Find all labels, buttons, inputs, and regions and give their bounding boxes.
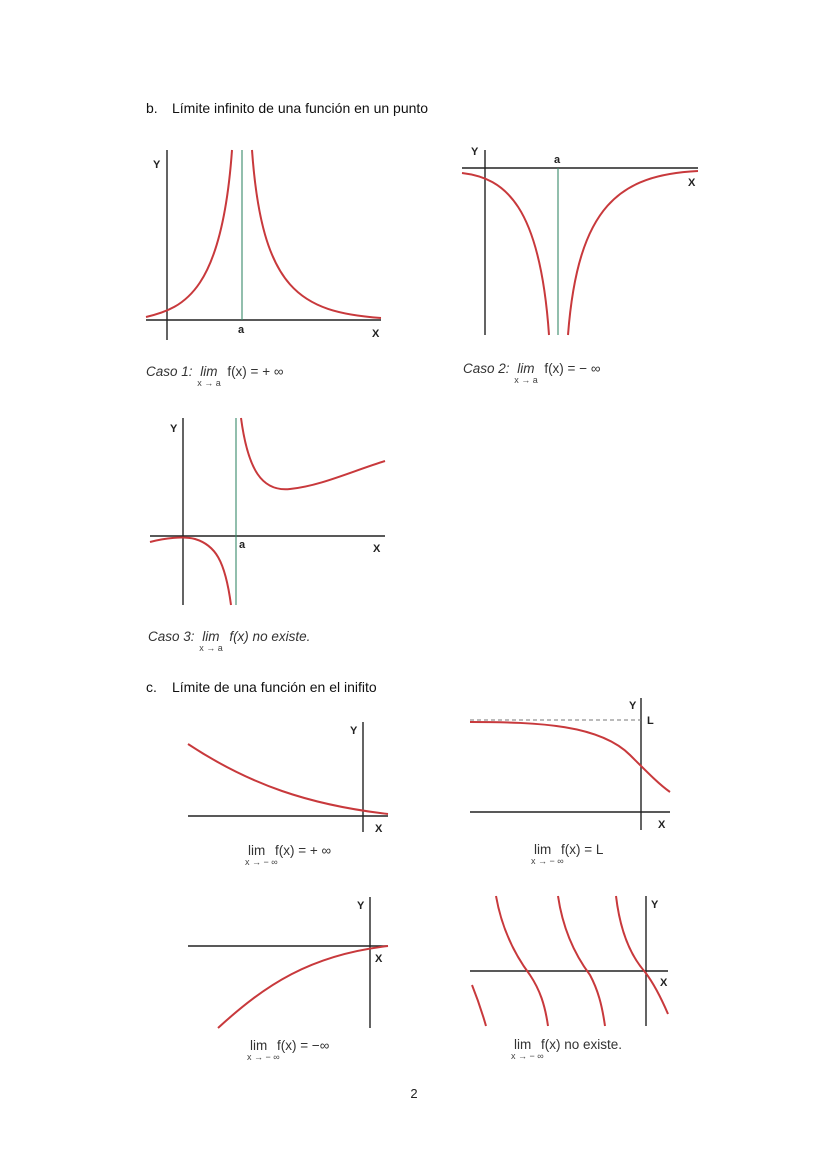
caso-3-prefix: Caso 3: [148, 629, 195, 644]
caso-3-sub: x → a [199, 643, 223, 653]
graph-7 [470, 896, 668, 1026]
graph-1-x-label: X [372, 328, 380, 340]
graph-7-x-label: X [660, 977, 668, 989]
graph-5-L-label: L [647, 715, 654, 727]
graph-4-curve [188, 744, 388, 814]
graph-4-x-label: X [375, 823, 383, 835]
section-c-heading [146, 679, 377, 695]
caption-c2 [530, 842, 604, 866]
caption-caso-1 [146, 364, 284, 388]
graph-3-y-label: Y [170, 423, 178, 435]
graph-5-curve [470, 722, 670, 792]
graph-3-curve-left [150, 538, 231, 605]
caso-2-lim: lim [517, 361, 535, 376]
graph-2-y-label: Y [471, 146, 479, 158]
section-c-title: Límite de una función en el inifito [172, 679, 377, 695]
caso-3-expr: f(x) no existe. [229, 629, 311, 644]
graph-1-a-label: a [238, 324, 245, 336]
graph-4 [188, 722, 388, 835]
graph-6-curve [218, 946, 388, 1028]
graph-7-branch-3 [558, 896, 605, 1026]
caso-1-sub: x → a [197, 378, 221, 388]
graph-7-branch-1 [472, 985, 486, 1026]
graph-5-x-label: X [658, 819, 666, 831]
graph-7-y-label: Y [651, 899, 659, 911]
graph-2-curve-left [462, 173, 549, 335]
c3-expr: f(x) = −∞ [277, 1038, 330, 1053]
caso-3-lim: lim [202, 629, 220, 644]
c4-lim: lim [514, 1037, 532, 1052]
c3-lim: lim [250, 1038, 268, 1053]
graph-1-curve-right [252, 150, 381, 318]
section-c-marker: c. [146, 679, 157, 695]
graph-1-curve-left [146, 150, 232, 317]
c1-expr: f(x) = + ∞ [275, 843, 332, 858]
graph-2-a-label: a [554, 154, 561, 166]
caso-2-prefix: Caso 2: [463, 361, 510, 376]
c4-sub: x → − ∞ [511, 1051, 544, 1061]
caption-c3 [246, 1038, 330, 1062]
graph-6-y-label: Y [357, 900, 365, 912]
graph-3-curve-right [241, 418, 385, 489]
c2-expr: f(x) = L [561, 842, 604, 857]
caption-caso-2 [463, 361, 601, 385]
graph-4-y-label: Y [350, 725, 358, 737]
graph-6-x-label: X [375, 953, 383, 965]
caso-2-expr: f(x) = − ∞ [544, 361, 601, 376]
section-b-title: Límite infinito de una función en un punto [172, 100, 429, 116]
caso-2-sub: x → a [514, 375, 538, 385]
caption-caso-3 [148, 629, 311, 653]
c2-lim: lim [534, 842, 552, 857]
c1-sub: x → − ∞ [245, 857, 278, 867]
graph-3-x-label: X [373, 543, 381, 555]
c3-sub: x → − ∞ [247, 1052, 280, 1062]
graph-2 [462, 146, 698, 335]
c2-sub: x → − ∞ [531, 856, 564, 866]
page-number: 2 [410, 1086, 418, 1101]
graph-5-y-label: Y [629, 700, 637, 712]
graph-3 [150, 418, 385, 605]
graph-1-y-label: Y [153, 159, 161, 171]
c1-lim: lim [248, 843, 266, 858]
c4-expr: f(x) no existe. [541, 1037, 623, 1052]
graph-1 [146, 150, 381, 340]
caption-c4 [510, 1037, 623, 1061]
graph-5 [470, 698, 670, 831]
caption-c1 [244, 843, 332, 867]
section-b-marker: b. [146, 100, 158, 116]
caso-1-expr: f(x) = + ∞ [227, 364, 284, 379]
graph-2-curve-right [568, 171, 698, 335]
graph-7-branch-2 [496, 896, 548, 1026]
graph-7-branch-4 [616, 896, 668, 1014]
graph-2-x-label: X [688, 177, 696, 189]
graph-3-a-label: a [239, 539, 246, 551]
caso-1-prefix: Caso 1: [146, 364, 193, 379]
caso-1-lim: lim [200, 364, 218, 379]
graph-6 [188, 897, 388, 1028]
